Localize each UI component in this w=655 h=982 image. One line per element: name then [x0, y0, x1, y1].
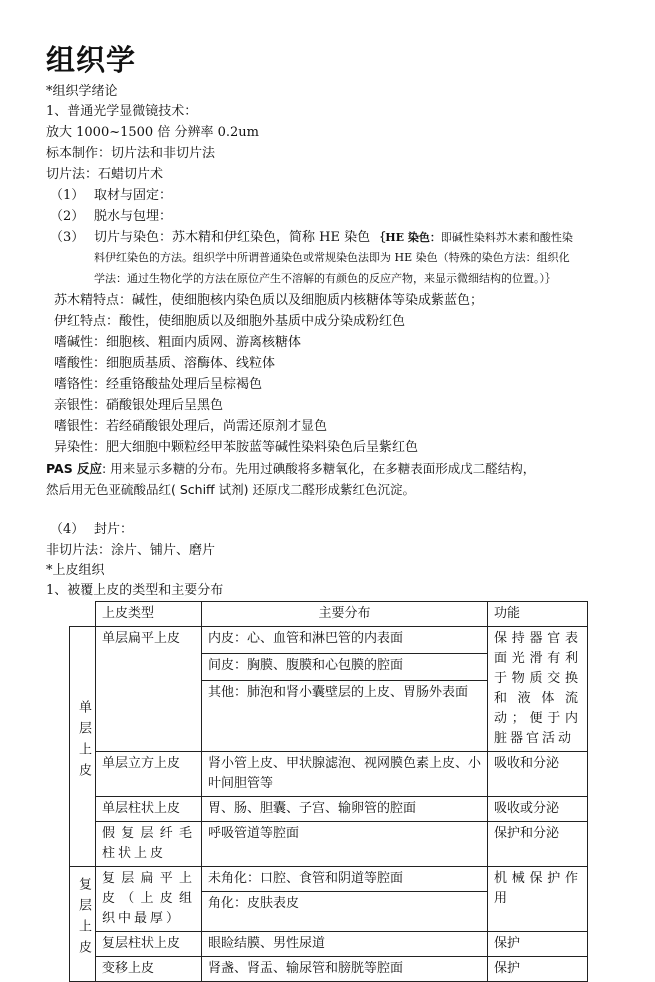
- distribution-item: 其他：肺泡和肾小囊壁层的上皮、胃肠外表面: [202, 681, 487, 742]
- distribution-cell: [202, 627, 488, 752]
- he-note-text: 料伊红染色的方法。组织学中所谓普通染色或常规染色法即为 HE 染色（特殊的染色方法：组织化: [94, 251, 570, 264]
- table-row: [70, 627, 588, 752]
- distribution-cell: 呼吸管道等腔面: [202, 822, 488, 867]
- text-line: 伊红特点：酸性，使细胞质以及细胞外基质中成分染成粉红色: [54, 314, 406, 329]
- table-header: 上皮类型: [96, 602, 202, 627]
- table-row: [70, 797, 588, 822]
- distribution-cell: 肾盏、肾盂、输尿管和膀胱等腔面: [202, 957, 488, 982]
- function-cell: 吸收或分泌: [488, 797, 588, 822]
- step-item: [50, 188, 172, 204]
- text-line: 嗜酸性：细胞质基质、溶酶体、线粒体: [54, 356, 276, 371]
- function-cell: 保护和分泌: [488, 822, 588, 867]
- text-line: 放大 1000~1500 倍 分辨率 0.2um: [46, 125, 259, 140]
- type-cell: 变移上皮: [96, 957, 202, 982]
- text-line: 嗜碱性：细胞核、粗面内质网、游离核糖体: [54, 335, 302, 350]
- text-line: 苏木精特点：碱性，使细胞核内染色质以及细胞质内核糖体等染成紫蓝色；: [54, 293, 484, 308]
- distribution-item: 角化：皮肤表皮: [202, 892, 487, 931]
- distribution-cell: [202, 867, 488, 932]
- distribution-cell: 肾小管上皮、甲状腺滤泡、视网膜色素上皮、小叶间胆管等: [202, 752, 488, 797]
- distribution-cell: 胃、肠、胆囊、子宫、输卵管的腔面: [202, 797, 488, 822]
- section-heading: *组织学绪论: [46, 84, 118, 99]
- distribution-cell: 眼睑结膜、男性尿道: [202, 932, 488, 957]
- function-cell: 吸收和分泌: [488, 752, 588, 797]
- function-cell: 机械保护作用: [488, 867, 588, 932]
- table-header: 功能: [488, 602, 588, 627]
- step-text: 切片与染色：苏木精和伊红染色，简称 HE 染色: [94, 230, 371, 245]
- section-heading: *上皮组织: [46, 563, 105, 578]
- he-note-text: 即碱性染料苏木素和酸性染: [440, 231, 573, 244]
- page-title: 组织学: [46, 43, 137, 77]
- step-text: 取材与固定：: [94, 188, 173, 203]
- function-cell: 保护: [488, 957, 588, 982]
- he-note-label: ｛HE 染色：: [374, 231, 441, 244]
- table-row: [70, 957, 588, 982]
- table-row: [70, 822, 588, 867]
- table-header: 主要分布: [202, 602, 488, 627]
- text-line: 标本制作：切片法和非切片法: [46, 146, 216, 161]
- text-line: 切片法：石蜡切片术: [46, 167, 164, 182]
- table-row: [70, 752, 588, 797]
- table-row: [70, 932, 588, 957]
- type-cell: 复层柱状上皮: [96, 932, 202, 957]
- text-line: 异染性：肥大细胞中颗粒经甲苯胺蓝等碱性染料染色后呈紫红色: [54, 440, 419, 455]
- distribution-item: 间皮：胸膜、腹膜和心包膜的腔面: [202, 654, 487, 681]
- type-cell: 假复层纤毛柱状上皮: [96, 822, 202, 867]
- pas-text: 然后用无色亚硫酸品红( Schiff 试剂) 还原戊二醛形成紫红色沉淀。: [46, 482, 415, 497]
- table-header-row: [70, 602, 588, 627]
- type-cell: 单层扁平上皮: [96, 627, 202, 752]
- distribution-item: 未角化：口腔、食管和阴道等腔面: [208, 871, 404, 886]
- type-cell: 复层扁平上皮（上皮组织中最厚）: [96, 867, 202, 932]
- table-corner-cell: [70, 602, 96, 627]
- he-note-text: 学法：通过生物化学的方法在原位产生不溶解的有颜色的反应产物，来显示微细结构的位置。）｝: [94, 272, 556, 285]
- group-cell-simple: 单层上皮: [70, 627, 96, 867]
- text-line: 亲银性：硝酸银处理后呈黑色: [54, 398, 224, 413]
- step-text: 封片：: [94, 522, 134, 537]
- step-text: 脱水与包埋：: [94, 209, 173, 224]
- pas-label: PAS 反应: [46, 461, 103, 476]
- function-cell: 保持器官表面光滑有利于物质交换和液体流动；便于内脏器官活动: [488, 627, 588, 752]
- step-item: [50, 522, 133, 538]
- text-line: 非切片法：涂片、铺片、磨片: [46, 543, 216, 558]
- step-number: （1）: [50, 188, 85, 203]
- text-line: 嗜银性：若经硝酸银处理后，尚需还原剂才显色: [54, 419, 328, 434]
- step-item: [50, 209, 172, 225]
- text-line: 1、被覆上皮的类型和主要分布: [46, 583, 224, 598]
- step-number: （3）: [50, 230, 85, 245]
- pas-text: : 用来显示多糖的分布。先用过碘酸将多糖氧化，在多糖表面形成戊二醛结构，: [102, 461, 536, 476]
- table-row: [70, 867, 588, 932]
- text-line: 1、普通光学显微镜技术：: [46, 104, 198, 119]
- step-number: （4）: [50, 522, 85, 537]
- type-cell: 单层立方上皮: [96, 752, 202, 797]
- type-cell: 单层柱状上皮: [96, 797, 202, 822]
- pas-paragraph: [46, 461, 535, 477]
- group-cell-stratified: 复层上皮: [70, 867, 96, 982]
- step-item: [50, 230, 573, 246]
- text-line: 嗜铬性：经重铬酸盐处理后呈棕褐色: [54, 377, 263, 392]
- step-number: （2）: [50, 209, 85, 224]
- distribution-item: 内皮：心、血管和淋巴管的内表面: [208, 631, 404, 646]
- epithelium-table: [69, 601, 588, 982]
- function-cell: 保护: [488, 932, 588, 957]
